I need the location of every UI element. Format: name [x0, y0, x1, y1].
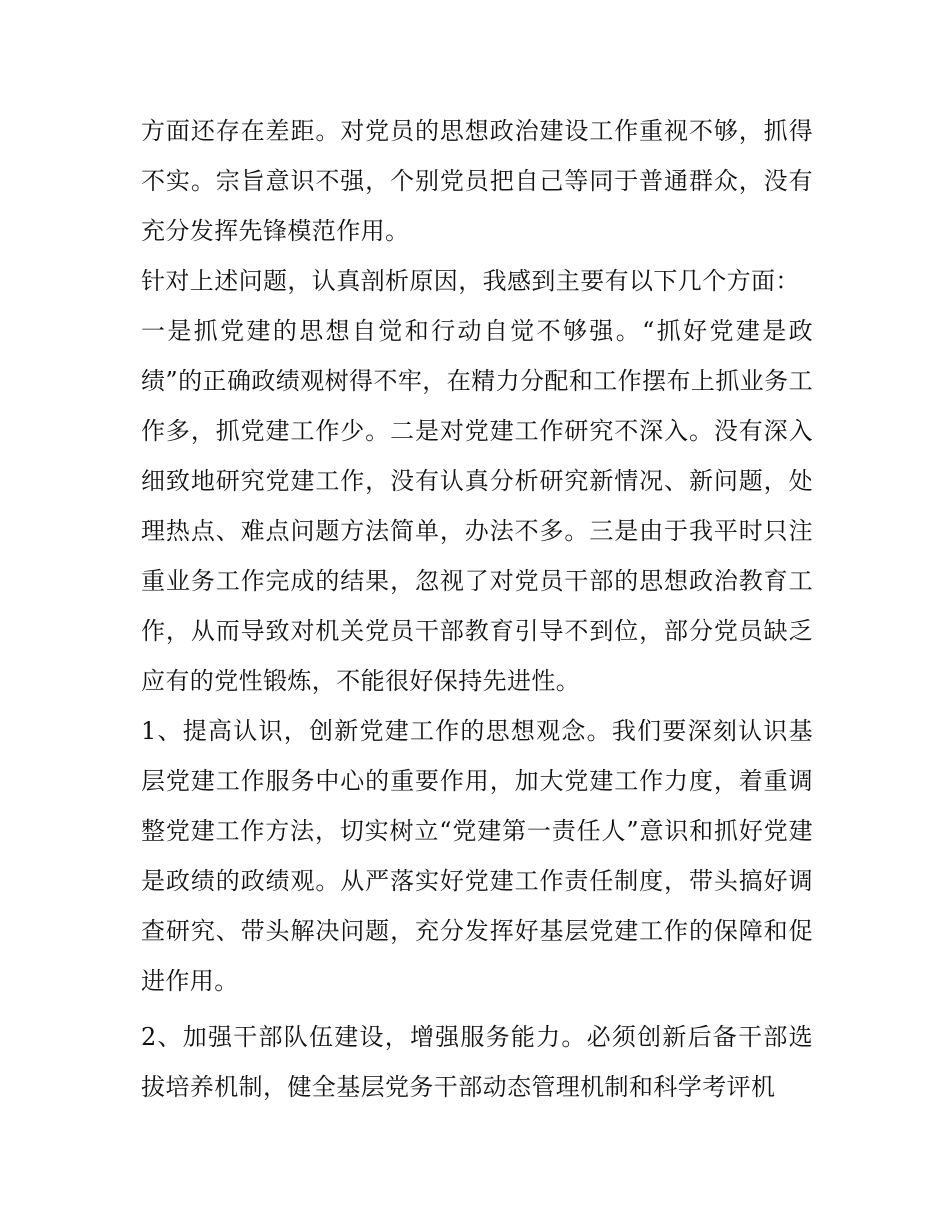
paragraph-measure-1: 1、提高认识，创新党建工作的思想观念。我们要深刻认识基层党建工作服务中心的重要作用，加大党建工作力度，着重调整党建工作方法，切实树立“党建第一责任人”意识和抓好党建是政绩的政绩观。从严落实好党建工作责任制度，带头搞好调查研究、带头解决问题，充分发挥好基层党建工作的保障和促进作用。 [141, 717, 813, 995]
paragraph-measure-2: 2、加强干部队伍建设，增强服务能力。必须创新后备干部选拔培养机制，健全基层党务干部动态管理机制和科学考评机 [141, 1023, 813, 1101]
document-body [141, 106, 813, 1112]
paragraph-analysis-intro: 针对上述问题，认真剖析原因，我感到主要有以下几个方面： [141, 267, 800, 295]
paragraph-shortcomings: 方面还存在差距。对党员的思想政治建设工作重视不够，抓得不实。宗旨意识不强，个别党员把自己等同于普通群众，没有充分发挥先锋模范作用。 [141, 117, 813, 245]
paragraph-causes: 一是抓党建的思想自觉和行动自觉不够强。“抓好党建是政绩”的正确政绩观树得不牢，在精力分配和工作摆布上抓业务工作多，抓党建工作少。二是对党建工作研究不深入。没有深入细致地研究党建工作，没有认真分析研究新情况、新问题，处理热点、难点问题方法简单，办法不多。三是由于我平时只注重业务工作完成的结果，忽视了对党员干部的思想政治教育工作，从而导致对机关党员干部教育引导不到位，部分党员缺乏应有的党性锻炼，不能很好保持先进性。 [141, 317, 813, 695]
